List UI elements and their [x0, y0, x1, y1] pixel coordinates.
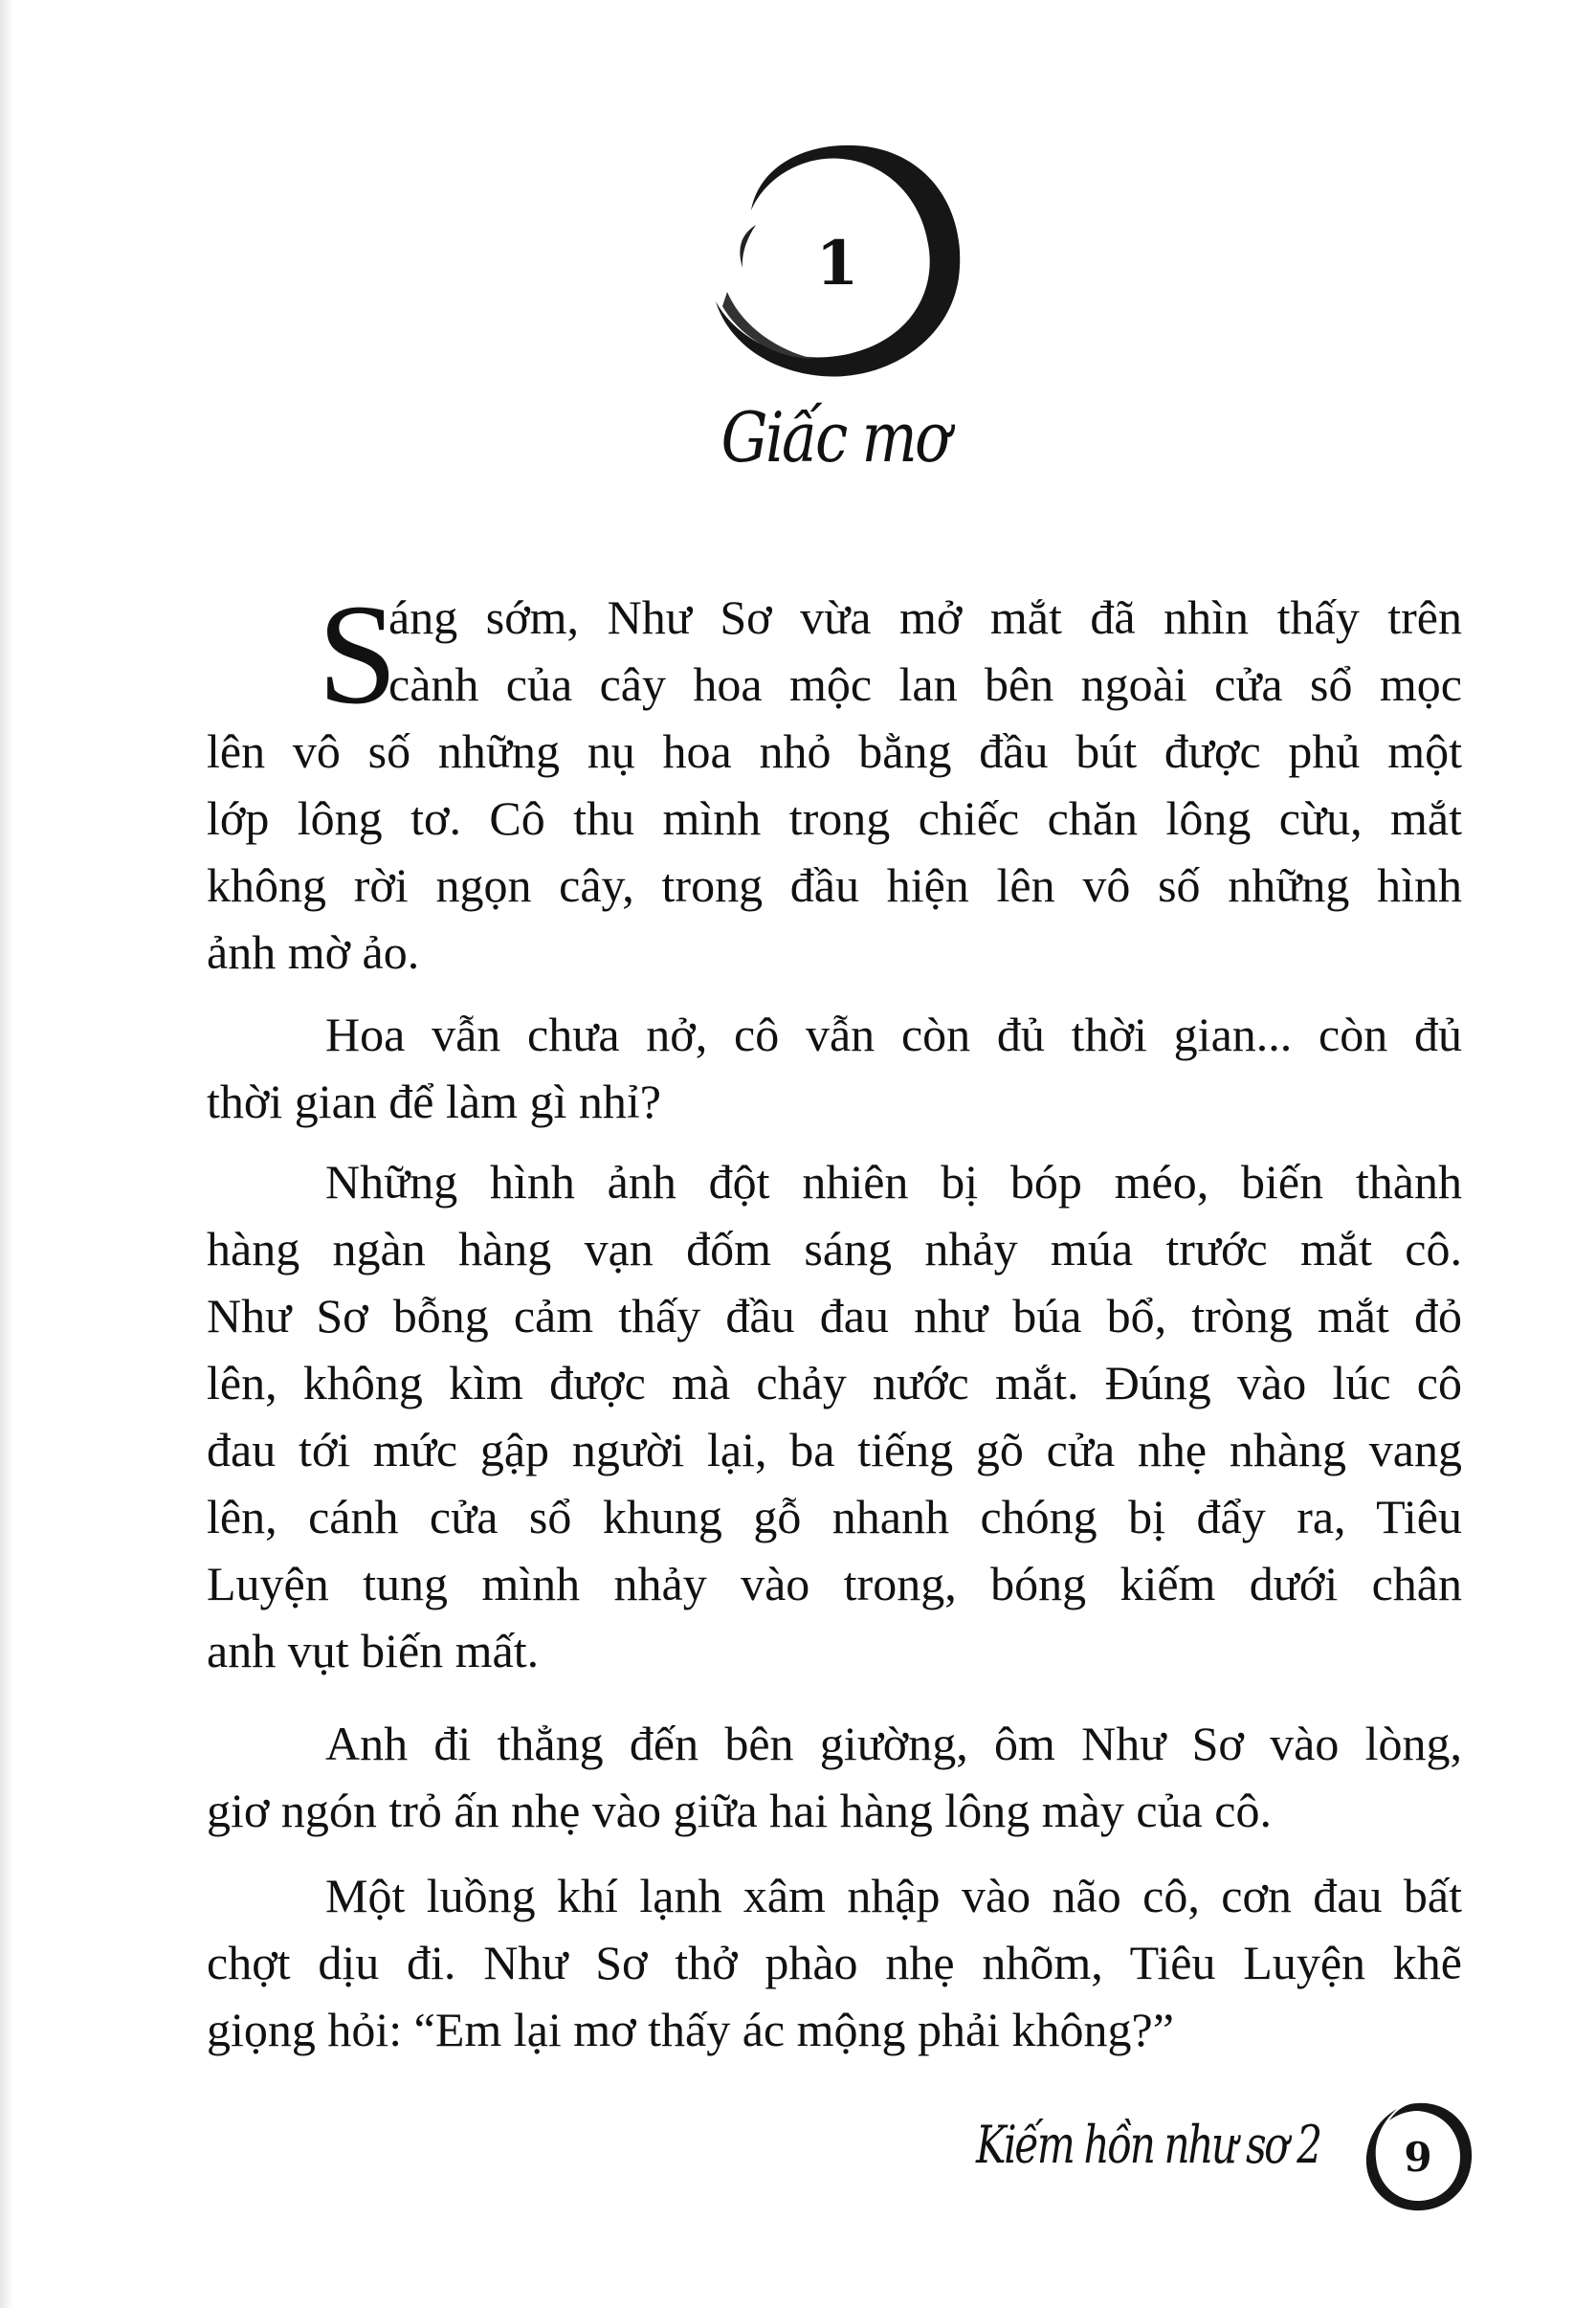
text-line: không rời ngọn cây, trong đầu hiện lên vô số những hình: [207, 858, 1462, 912]
paragraph-2: [207, 1001, 1462, 1135]
page-edge-shadow: [0, 0, 13, 2308]
paragraph-4: [207, 1710, 1462, 1844]
text-line: Như Sơ bỗng cảm thấy đầu đau như búa bổ, tròng mắt đỏ: [207, 1289, 1462, 1343]
text-line: cành của cây hoa mộc lan bên ngoài cửa sổ mọc: [388, 657, 1462, 711]
page-number: 9: [1404, 2133, 1432, 2181]
text-line: Những hình ảnh đột nhiên bị bóp méo, biến thành: [325, 1155, 1462, 1209]
text-line: lên, cánh cửa sổ khung gỗ nhanh chóng bị đẩy ra, Tiêu: [207, 1490, 1462, 1543]
chapter-title: Giấc mơ: [720, 397, 948, 477]
chapter-number-badge: [698, 134, 976, 392]
text-line: Luyện tung mình nhảy vào trong, bóng kiếm dưới chân: [207, 1557, 1462, 1610]
text-line: hàng ngàn hàng vạn đốm sáng nhảy múa trước mắt cô.: [207, 1222, 1462, 1276]
text-line: Hoa vẫn chưa nở, cô vẫn còn đủ thời gian... còn đủ: [325, 1008, 1462, 1061]
paragraph-5: [207, 1862, 1462, 2063]
drop-cap: S: [318, 575, 398, 734]
paragraph-3: [207, 1148, 1462, 1684]
text-line: áng sớm, Như Sơ vừa mở mắt đã nhìn thấy trên: [388, 590, 1462, 644]
text-line: Anh đi thẳng đến bên giường, ôm Như Sơ vào lòng,: [325, 1717, 1462, 1770]
text-line: ảnh mờ ảo.: [207, 925, 420, 979]
text-line: lên vô số những nụ hoa nhỏ bằng đầu bút được phủ một: [207, 724, 1462, 778]
text-line: thời gian để làm gì nhỉ?: [207, 1075, 661, 1128]
chapter-number: 1: [815, 227, 859, 300]
text-line: lên, không kìm được mà chảy nước mắt. Đúng vào lúc cô: [207, 1356, 1462, 1409]
page-number-badge: [1359, 2097, 1477, 2216]
text-line: đau tới mức gập người lại, ba tiếng gõ cửa nhẹ nhàng vang: [207, 1423, 1462, 1476]
text-line: lớp lông tơ. Cô thu mình trong chiếc chăn lông cừu, mắt: [207, 791, 1462, 845]
text-line: giơ ngón trỏ ấn nhẹ vào giữa hai hàng lông mày của cô.: [207, 1784, 1272, 1837]
text-line: giọng hỏi: “Em lại mơ thấy ác mộng phải không?”: [207, 2003, 1174, 2056]
paragraph-1: [207, 575, 1462, 986]
text-line: anh vụt biến mất.: [207, 1624, 540, 1677]
text-line: chợt dịu đi. Như Sơ thở phào nhẹ nhõm, Tiêu Luyện khẽ: [207, 1936, 1462, 1989]
text-line: Một luồng khí lạnh xâm nhập vào não cô, cơn đau bất: [325, 1869, 1462, 1922]
running-footer-book-title: Kiếm hồn như sơ 2: [976, 2115, 1320, 2175]
